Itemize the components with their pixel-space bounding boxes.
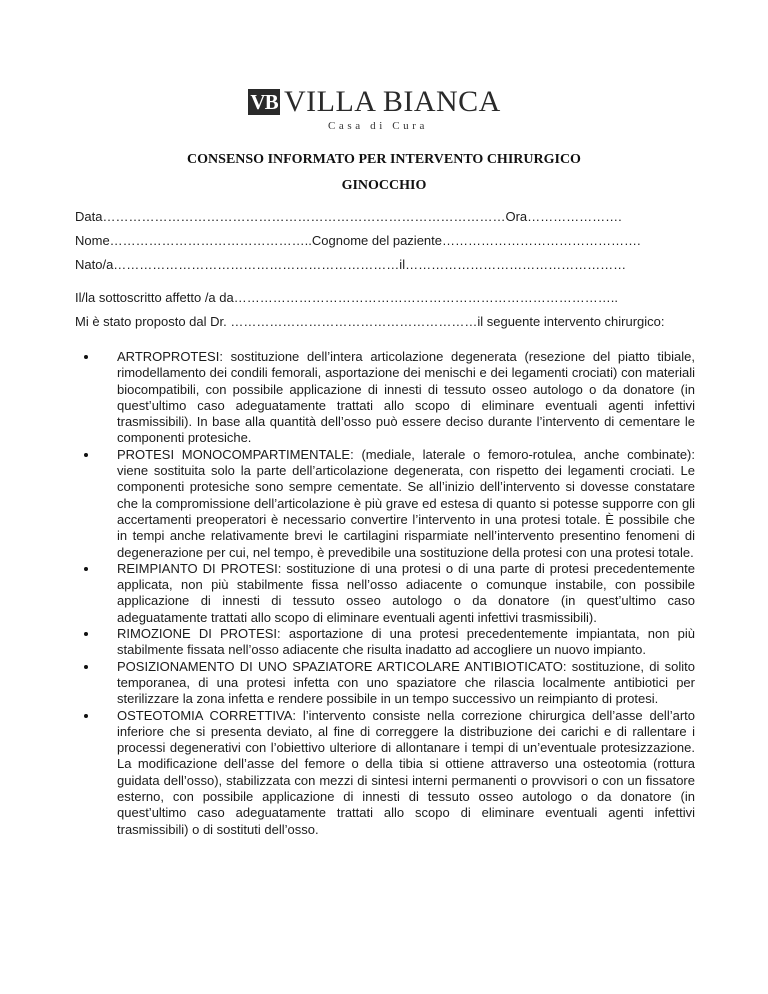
date-time-line: Data…………………………………………………………………………………Ora…………………. [75, 209, 622, 224]
list-item [75, 561, 695, 626]
intervention-text: RIMOZIONE DI PROTESI: asportazione di una protesi precedentemente impiantata, non più stabilmente fissata nell’osso adiacente che risulta inadatto ad accogliere un nuovo impianto. [117, 626, 695, 658]
bullet-icon [84, 453, 88, 457]
name-surname-line: Nome………………………………………..Cognome del paziente………………………………………. [75, 233, 641, 248]
list-item [75, 708, 695, 838]
intervention-text: OSTEOTOMIA CORRETTIVA: l’intervento consiste nella correzione chirurgica dell’asse dell’arto inferiore che si presenta deviato, al fine di correggere la distribuzione dei carichi e di rallentare i processi degenerativi con l’obiettivo ulteriore di allontanare i tempi di un’eventuale protesizzazione. La modificazione dell’asse del femore o della tibia si ottiene attraverso una osteotomia (rottura guidata dell’osso), stabilizzata con mezzi di sintesi interni permanenti o provvisori o con un fissatore esterno, con possibile applicazione di innesti di tessuto osseo autologo o da donatore (in quest’ultimo caso adeguatamente trattati allo scopo di eliminare eventuali agenti infettivi trasmissibili) o di sostituti dell’osso. [117, 707, 695, 837]
intervention-list [75, 349, 695, 838]
list-item [75, 626, 695, 659]
intervention-text: PROTESI MONOCOMPARTIMENTALE: (mediale, laterale o femoro-rotulea, anche combinate): viene sostituita solo la parte dell’articolazione degenerata, con rispetto dei legamenti crociati. Le componenti protesiche sono sempre cementate. Se all’inizio dell’intervento si dovesse constatare che la compromissione dell’articolazione è più grave ed estesa di quanto si potesse supporre con gli accertamenti preoperatori è necessario convertire l’intervento in una protesi totale. È possibile che in tempi anche relativamente brevi le cartilagini risparmiate nell’intervento presentino fenomeni di degenerazione per cui, nel tempo, è prevedibile una sostituzione della protesi con una protesi totale. [117, 446, 695, 560]
bullet-icon [84, 355, 88, 359]
bullet-icon [84, 665, 88, 669]
logo-subtitle: Casa di Cura [328, 120, 429, 132]
document-subtitle: GINOCCHIO [341, 178, 427, 193]
proposal-paragraph: Mi è stato proposto dal Dr. …………………………………………………il seguente intervento chirurgico: [75, 314, 665, 329]
bullet-icon [84, 714, 88, 718]
intervention-text: REIMPIANTO DI PROTESI: sostituzione di una protesi o di una parte di protesi precedentemente applicata, non più stabilmente fissa nell’osso adiacente o comunque instabile, con possibile applicazione di innesti di tessuto osseo autologo o da donatore (in quest’ultimo caso adeguatamente trattati allo scopo di eliminare eventuali agenti infettivi trasmissibili). [117, 560, 695, 625]
bullet-icon [84, 567, 88, 571]
list-item [75, 349, 695, 447]
clinic-logo [248, 86, 524, 134]
logo-initials: VB [248, 89, 280, 115]
intervention-text: ARTROPROTESI: sostituzione dell’intera articolazione degenerata (resezione del piatto tibiale, rimodellamento dei condili femorali, asportazione dei menischi e dei legamenti crociati) con materiali biocompatibili, con possibile applicazione di innesti di tessuto osseo autologo o da donatore (in quest’ultimo caso adeguatamente trattati allo scopo di eliminare eventuali agenti infettivi trasmissibili). In base alla quantità dell’osso può essere deciso durante l’intervento di cementare le componenti protesiche. [117, 349, 695, 446]
document-title: CONSENSO INFORMATO PER INTERVENTO CHIRURGICO [187, 152, 581, 167]
logo-name: VILLA BIANCA [284, 85, 501, 118]
birth-line: Nato/a…………………………………………………………il…………………………………………… [75, 257, 627, 272]
bullet-icon [84, 632, 88, 636]
list-item [75, 659, 695, 708]
list-item [75, 447, 695, 561]
intervention-text: POSIZIONAMENTO DI UNO SPAZIATORE ARTICOLARE ANTIBIOTICATO: sostituzione, di solito temporanea, di una protesi infetta con uno spaziatore che rilascia localmente antibiotici per sterilizzare la zona infetta e rendere possibile in un tempo successivo un reimpianto di protesi. [117, 658, 695, 707]
declarant-line: Il/la sottoscritto affetto /a da…………………………………………………………………………….. [75, 290, 618, 305]
